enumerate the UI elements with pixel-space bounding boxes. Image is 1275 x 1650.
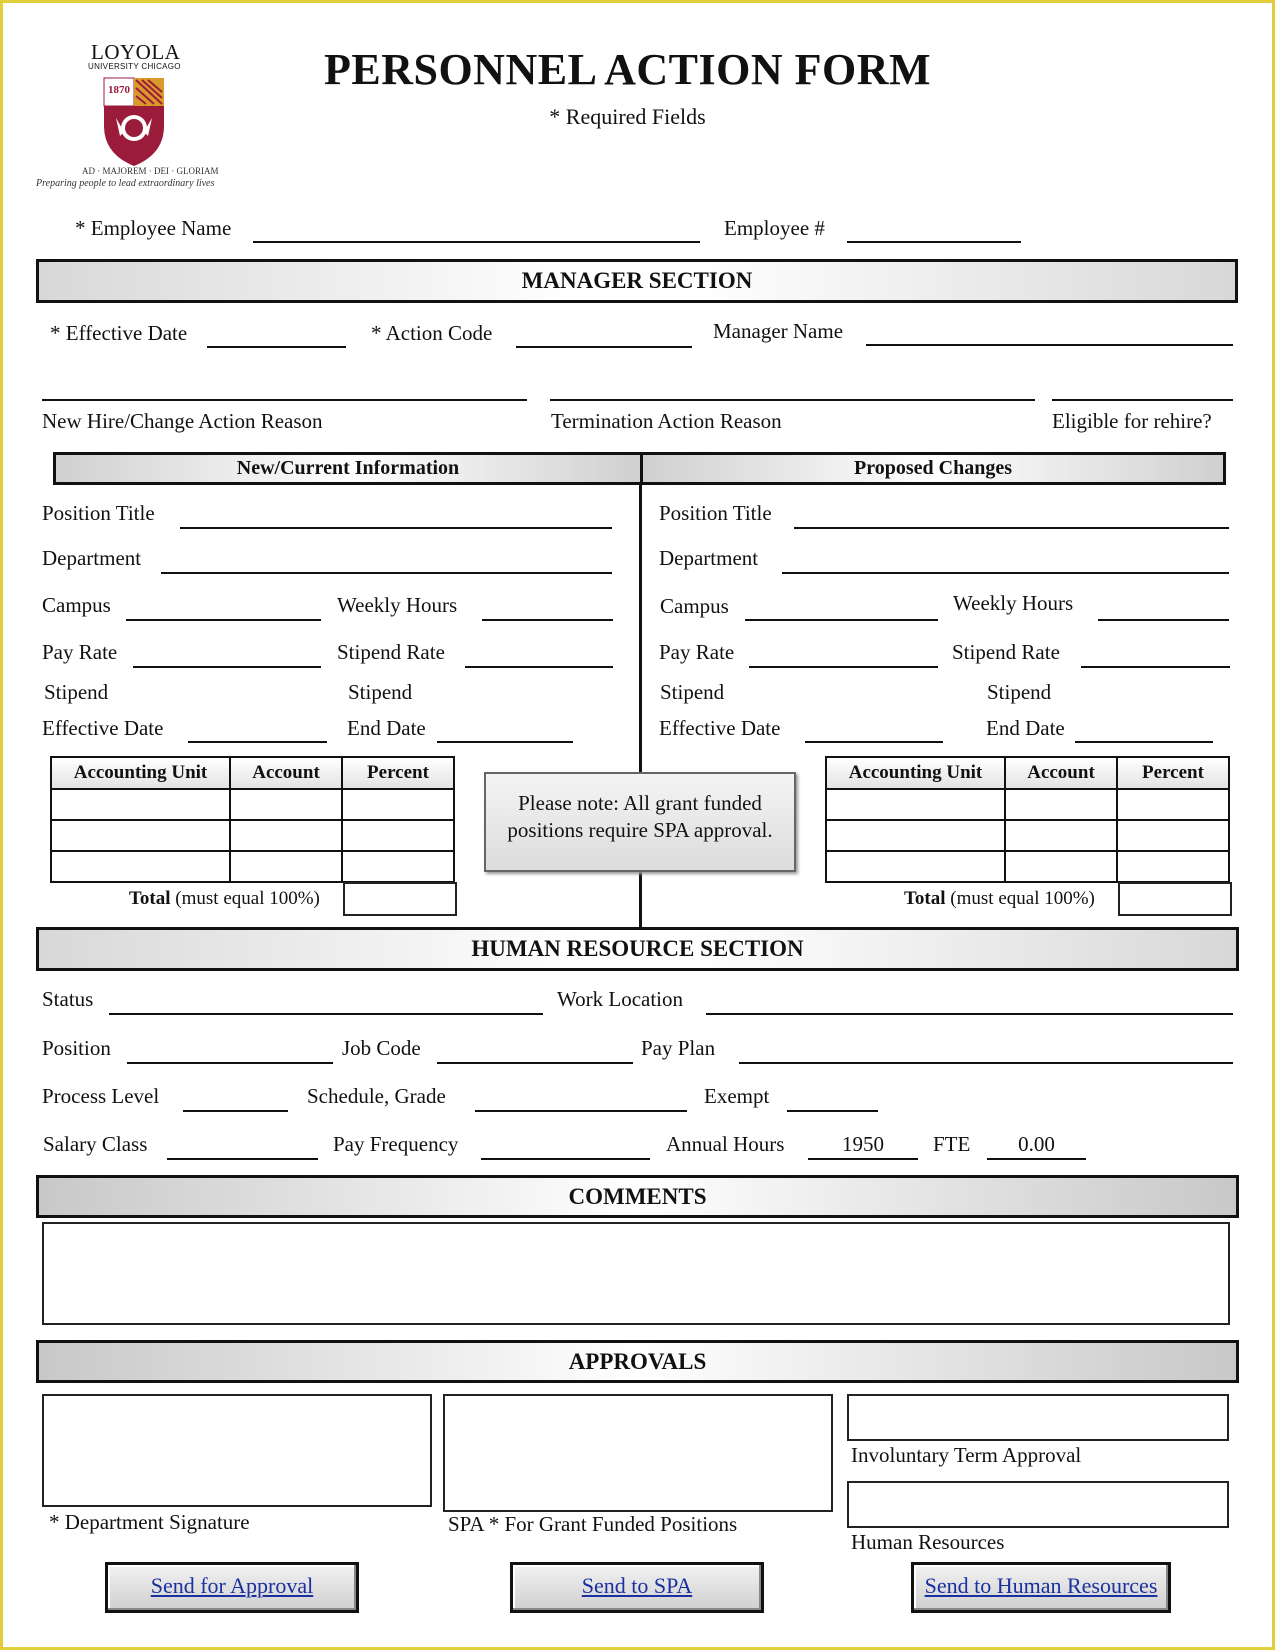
account-header: Account [1005,757,1117,789]
logo-name: LOYOLA [91,40,181,64]
schedule-grade-label: Schedule, Grade [307,1084,446,1108]
page-title: PERSONNEL ACTION FORM [323,45,931,94]
logo-motto: AD · MAJOREM · DEI · GLORIAM [82,166,219,176]
status-field[interactable] [109,1013,543,1015]
eligible-rehire-field[interactable] [1052,399,1233,401]
accounting-unit-cell[interactable] [51,789,230,820]
schedule-grade-field[interactable] [475,1110,687,1112]
total-note: (must equal 100%) [950,888,1095,909]
current-accounting-table [50,756,455,883]
total-bold: Total [129,888,171,909]
position-field[interactable] [127,1062,333,1064]
job-code-field[interactable] [437,1062,633,1064]
action-code-field[interactable] [516,346,692,348]
account-cell[interactable] [230,851,342,882]
involuntary-term-box[interactable] [847,1394,1229,1441]
pay-plan-label: Pay Plan [641,1036,716,1060]
accounting-unit-cell[interactable] [51,820,230,851]
pay-frequency-label: Pay Frequency [333,1132,459,1156]
total-bold: Total [904,888,946,909]
current-end-date-field[interactable] [437,741,573,743]
new-hire-reason-field[interactable] [42,399,527,401]
account-cell[interactable] [230,820,342,851]
proposed-changes-title: Proposed Changes [854,457,1012,479]
comments-section-header [36,1175,1239,1218]
proposed-department-field[interactable] [782,572,1229,574]
human-resources-label: Human Resources [851,1530,1005,1554]
comments-section-title: COMMENTS [568,1184,707,1209]
proposed-end-date-label: End Date [986,716,1065,740]
effective-date-label: * Effective Date [50,321,188,345]
salary-class-label: Salary Class [43,1132,148,1156]
send-for-approval-button[interactable]: Send for Approval [105,1562,359,1613]
position-label: Position [42,1036,111,1060]
department-signature-box[interactable] [42,1394,432,1507]
current-info-header [53,452,643,485]
proposed-campus-label: Campus [660,594,729,618]
current-stipend-label: Stipend [44,680,109,704]
employee-number-field[interactable] [847,241,1021,243]
current-total-label [129,889,320,908]
percent-cell[interactable] [342,851,454,882]
logo-subname: UNIVERSITY CHICAGO [88,62,181,71]
proposed-campus-field[interactable] [745,619,938,621]
employee-name-label: * Employee Name [75,216,232,240]
account-cell[interactable] [1005,789,1117,820]
salary-class-field[interactable] [167,1158,318,1160]
total-note: (must equal 100%) [175,888,320,909]
proposed-total-field[interactable] [1118,882,1232,916]
current-position-title-field[interactable] [180,527,612,529]
logo-tagline: Preparing people to lead extraordinary lives [36,178,215,189]
proposed-stipend-rate-field[interactable] [1081,666,1230,668]
current-pay-rate-label: Pay Rate [42,640,118,664]
hr-section-header [36,927,1239,971]
employee-number-label: Employee # [724,216,825,240]
current-total-field[interactable] [343,882,457,916]
current-effective-date-label: Effective Date [42,716,164,740]
accounting-unit-cell[interactable] [826,851,1005,882]
manager-name-field[interactable] [866,344,1233,346]
percent-cell[interactable] [1117,851,1229,882]
proposed-effective-date-field[interactable] [805,741,943,743]
eligible-rehire-label: Eligible for rehire? [1052,409,1212,433]
proposed-pay-rate-label: Pay Rate [659,640,735,664]
percent-cell[interactable] [342,789,454,820]
status-label: Status [42,987,94,1011]
fte-value[interactable]: 0.00 [1018,1132,1055,1156]
annual-hours-label: Annual Hours [666,1132,785,1156]
pay-frequency-field[interactable] [481,1158,650,1160]
current-stipend-rate-label: Stipend Rate [337,640,445,664]
proposed-weekly-hours-field[interactable] [1098,619,1229,621]
manager-section-header [36,259,1238,303]
proposed-accounting-table [825,756,1230,883]
account-cell[interactable] [1005,851,1117,882]
proposed-effective-date-label: Effective Date [659,716,781,740]
percent-header: Percent [1117,757,1229,789]
accounting-unit-header: Accounting Unit [826,757,1005,789]
accounting-unit-header: Accounting Unit [51,757,230,789]
job-code-label: Job Code [342,1036,421,1060]
proposed-position-title-field[interactable] [794,527,1229,529]
action-code-label: * Action Code [371,321,493,345]
proposed-position-title-label: Position Title [659,501,772,525]
termination-reason-label: Termination Action Reason [551,409,782,433]
required-note: * Required Fields [549,104,706,129]
employee-name-field[interactable] [253,241,700,243]
grant-note-line1: Please note: All grant funded [518,791,762,815]
proposed-total-label [904,889,1095,908]
grant-funded-note [484,772,796,872]
proposed-stipend-label: Stipend [660,680,725,704]
human-resources-box[interactable] [847,1481,1229,1528]
fte-field [987,1158,1086,1160]
proposed-department-label: Department [659,546,759,570]
accounting-unit-cell[interactable] [51,851,230,882]
fte-label: FTE [933,1132,971,1156]
pay-plan-field[interactable] [739,1062,1233,1064]
current-department-label: Department [42,546,142,570]
spa-signature-box[interactable] [443,1394,833,1512]
accounting-unit-cell[interactable] [826,820,1005,851]
effective-date-field[interactable] [207,346,346,348]
department-signature-label: * Department Signature [49,1510,250,1534]
send-to-spa-button[interactable]: Send to SPA [510,1562,764,1613]
approvals-section-header [36,1340,1239,1383]
accounting-unit-cell[interactable] [826,789,1005,820]
work-location-label: Work Location [557,987,684,1011]
annual-hours-value[interactable]: 1950 [842,1132,884,1156]
approvals-section-title: APPROVALS [568,1349,707,1374]
percent-header: Percent [342,757,454,789]
proposed-weekly-hours-label: Weekly Hours [953,591,1074,615]
percent-cell[interactable] [342,820,454,851]
annual-hours-field [808,1158,918,1160]
current-pay-rate-field[interactable] [133,666,321,668]
comments-textarea[interactable] [42,1222,1230,1325]
current-stipend-rate-field[interactable] [465,666,613,668]
proposed-changes-header [640,452,1226,485]
spa-signature-label: SPA * For Grant Funded Positions [448,1512,738,1536]
current-stipend-label-2: Stipend [348,680,413,704]
new-hire-reason-label: New Hire/Change Action Reason [42,409,323,433]
proposed-pay-rate-field[interactable] [749,666,938,668]
current-end-date-label: End Date [347,716,426,740]
percent-cell[interactable] [1117,820,1229,851]
manager-name-label: Manager Name [713,319,844,343]
exempt-label: Exempt [704,1084,770,1108]
send-to-hr-button[interactable]: Send to Human Resources [911,1562,1171,1613]
current-effective-date-field[interactable] [188,741,327,743]
account-header: Account [230,757,342,789]
involuntary-term-label: Involuntary Term Approval [851,1443,1082,1467]
proposed-stipend-label-2: Stipend [987,680,1052,704]
proposed-stipend-rate-label: Stipend Rate [952,640,1060,664]
process-level-label: Process Level [42,1084,160,1108]
current-department-field[interactable] [161,572,612,574]
proposed-end-date-field[interactable] [1075,741,1213,743]
current-position-title-label: Position Title [42,501,155,525]
current-weekly-hours-label: Weekly Hours [337,593,458,617]
grant-note-line2: positions require SPA approval. [507,818,773,842]
process-level-field[interactable] [183,1110,288,1112]
logo-year: 1870 [108,84,130,96]
current-weekly-hours-field[interactable] [482,619,613,621]
exempt-field[interactable] [787,1110,878,1112]
current-campus-field[interactable] [126,619,321,621]
work-location-field[interactable] [706,1013,1233,1015]
percent-cell[interactable] [1117,789,1229,820]
account-cell[interactable] [1005,820,1117,851]
hr-section-title: HUMAN RESOURCE SECTION [471,936,804,961]
current-campus-label: Campus [42,593,111,617]
manager-section-title: MANAGER SECTION [521,268,753,293]
termination-reason-field[interactable] [550,399,1035,401]
current-info-title: New/Current Information [236,457,460,479]
account-cell[interactable] [230,789,342,820]
